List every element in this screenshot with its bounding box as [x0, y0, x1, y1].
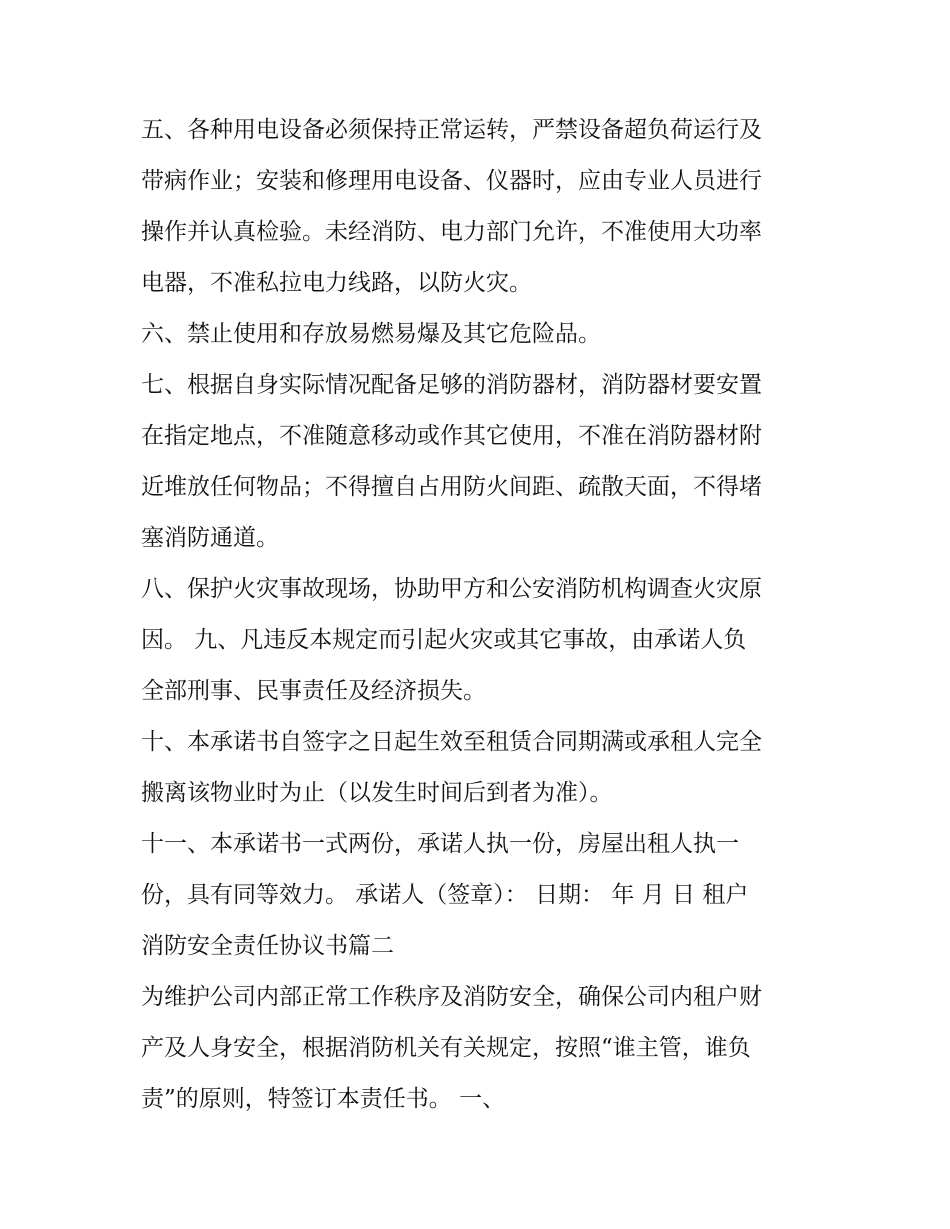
text-line: 十一、本承诺书一式两份，承诺人执一份，房屋出租人执一 — [141, 831, 739, 857]
document-body — [141, 105, 811, 1125]
text-line: 塞消防通道。 — [141, 525, 279, 551]
text-line: 搬离该物业时为止（以发生时间后到者为准）。 — [141, 780, 613, 806]
text-line: 在指定地点，不准随意移动或作其它使用，不准在消防器材附 — [141, 423, 762, 449]
text-line: 操作并认真检验。未经消防、电力部门允许，不准使用大功率 — [141, 219, 762, 245]
text-line: 带病作业；安装和修理用电设备、仪器时，应由专业人员进行 — [141, 168, 762, 194]
text-line: 因。 九、凡违反本规定而引起火灾或其它事故，由承诺人负 — [141, 627, 747, 653]
text-line: 七、根据自身实际情况配备足够的消防器材，消防器材要安置 — [141, 372, 762, 398]
text-line: 责”的原则，特签订本责任书。 一、 — [141, 1086, 506, 1112]
section-heading: 消防安全责任协议书篇二 — [141, 933, 394, 959]
text-line: 十、本承诺书自签字之日起生效至租赁合同期满或承租人完全 — [141, 729, 762, 755]
text-line: 五、各种用电设备必须保持正常运转，严禁设备超负荷运行及 — [141, 117, 762, 143]
text-line: 近堆放任何物品；不得擅自占用防火间距、疏散天面，不得堵 — [141, 474, 762, 500]
text-line: 份，具有同等效力。 承诺人（签章）： 日期： 年 月 日 租户 — [141, 882, 749, 908]
text-line: 电器，不准私拉电力线路，以防火灾。 — [141, 270, 532, 296]
text-line: 全部刑事、民事责任及经济损失。 — [141, 678, 486, 704]
text-line: 为维护公司内部正常工作秩序及消防安全，确保公司内租户财 — [141, 984, 762, 1010]
text-line: 八、保护火灾事故现场，协助甲方和公安消防机构调查火灾原 — [141, 576, 762, 602]
text-line: 六、禁止使用和存放易燃易爆及其它危险品。 — [141, 321, 601, 347]
text-line: 产及人身安全，根据消防机关有关规定，按照“谁主管，谁负 — [141, 1035, 751, 1061]
